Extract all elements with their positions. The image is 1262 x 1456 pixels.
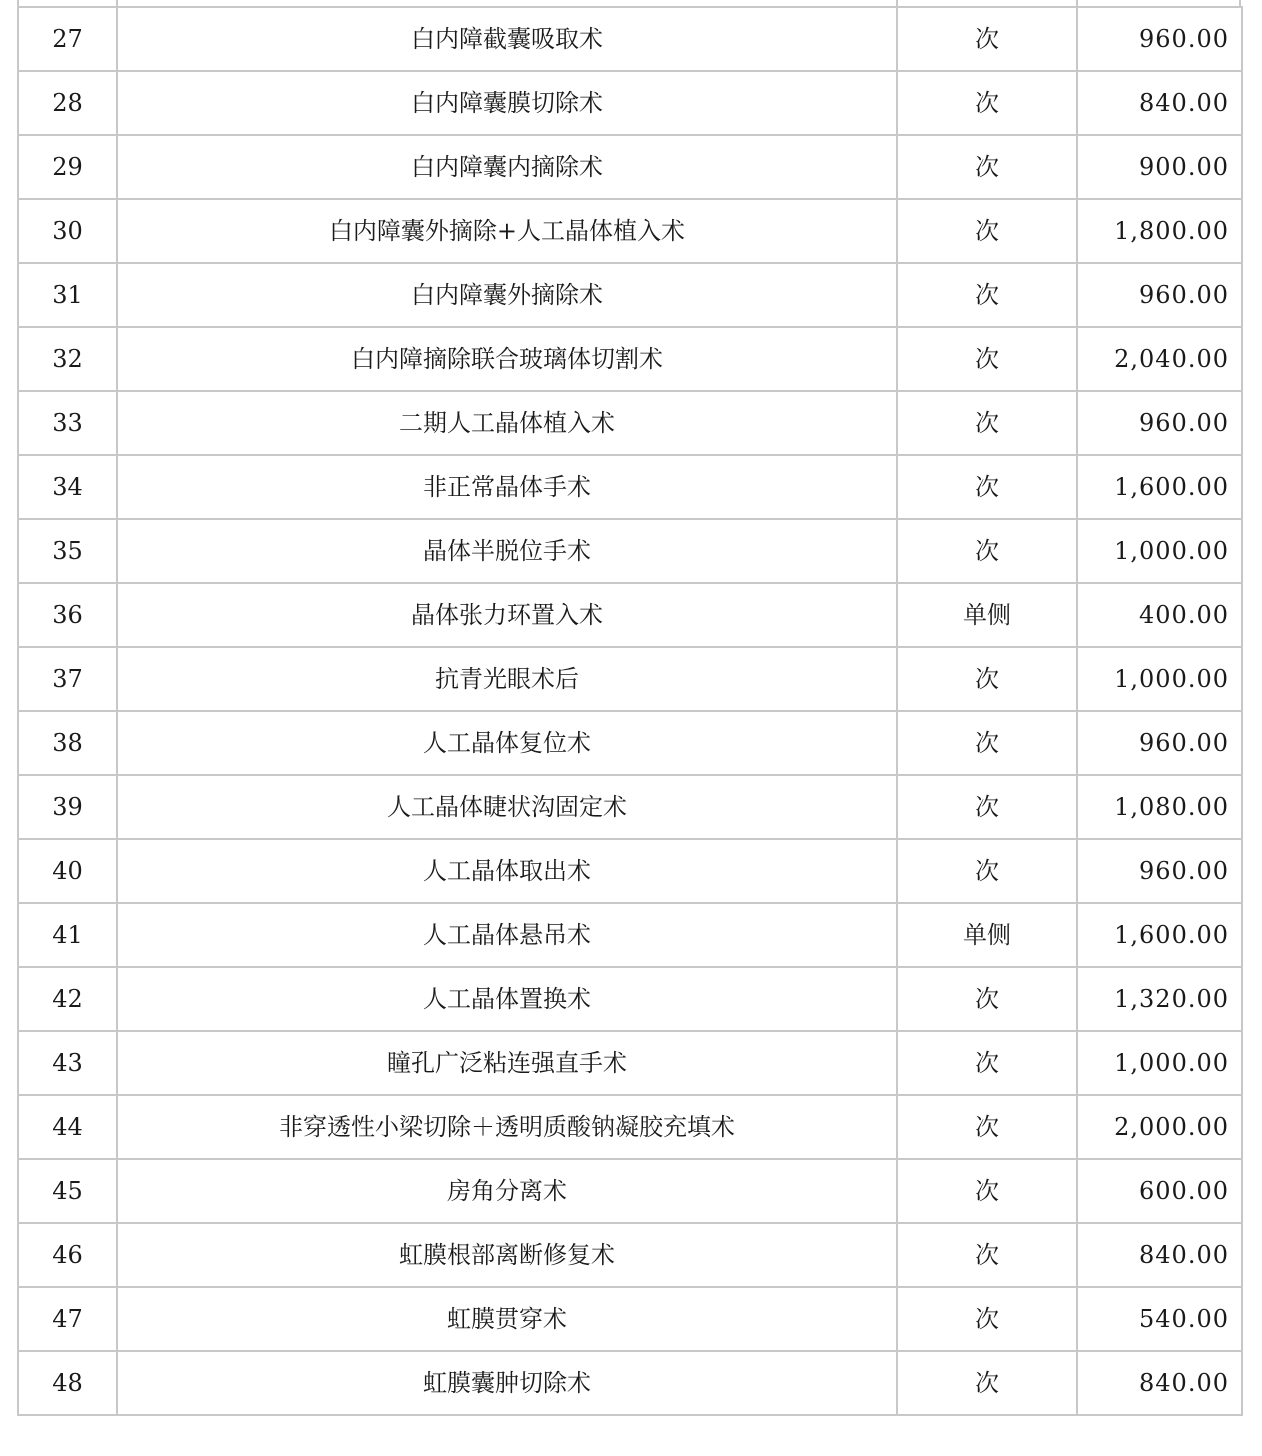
table-row: [18, 7, 1242, 71]
procedure-name: 人工晶体睫状沟固定术: [117, 775, 897, 839]
row-number: 44: [18, 1095, 117, 1159]
procedure-name: 瞳孔广泛粘连强直手术: [117, 1031, 897, 1095]
price: 1,600.00: [1077, 903, 1242, 967]
price: 840.00: [1077, 1351, 1242, 1415]
row-number: 37: [18, 647, 117, 711]
table-row: [18, 71, 1242, 135]
procedure-name: 白内障截囊吸取术: [117, 7, 897, 71]
price: 540.00: [1077, 1287, 1242, 1351]
unit: 次: [897, 1223, 1077, 1287]
procedure-name: 白内障摘除联合玻璃体切割术: [117, 327, 897, 391]
table-row: [18, 903, 1242, 967]
row-number: 39: [18, 775, 117, 839]
table-row: [18, 583, 1242, 647]
unit: 次: [897, 71, 1077, 135]
price: 1,000.00: [1077, 519, 1242, 583]
unit: 次: [897, 1351, 1077, 1415]
unit: 次: [897, 711, 1077, 775]
row-number: 29: [18, 135, 117, 199]
table-row: [18, 1159, 1242, 1223]
row-number: 41: [18, 903, 117, 967]
unit: 次: [897, 647, 1077, 711]
row-number: 28: [18, 71, 117, 135]
unit: 次: [897, 391, 1077, 455]
unit: 次: [897, 263, 1077, 327]
price: 840.00: [1077, 71, 1242, 135]
price-table-body: [18, 7, 1242, 1415]
table-row: [18, 327, 1242, 391]
row-number: 36: [18, 583, 117, 647]
row-number: 43: [18, 1031, 117, 1095]
price: 1,600.00: [1077, 455, 1242, 519]
unit: 次: [897, 199, 1077, 263]
price: 960.00: [1077, 391, 1242, 455]
procedure-name: 虹膜贯穿术: [117, 1287, 897, 1351]
price: 600.00: [1077, 1159, 1242, 1223]
row-number: 27: [18, 7, 117, 71]
price: 960.00: [1077, 839, 1242, 903]
table-row: [18, 1351, 1242, 1415]
row-number: 38: [18, 711, 117, 775]
table-row: [18, 1287, 1242, 1351]
price: 2,040.00: [1077, 327, 1242, 391]
price-table: [17, 6, 1243, 1416]
unit: 次: [897, 775, 1077, 839]
price: 1,000.00: [1077, 647, 1242, 711]
table-row: [18, 647, 1242, 711]
table-row: [18, 839, 1242, 903]
unit: 次: [897, 967, 1077, 1031]
procedure-name: 非穿透性小梁切除＋透明质酸钠凝胶充填术: [117, 1095, 897, 1159]
procedure-name: 房角分离术: [117, 1159, 897, 1223]
procedure-name: 人工晶体复位术: [117, 711, 897, 775]
unit: 次: [897, 7, 1077, 71]
procedure-name: 晶体半脱位手术: [117, 519, 897, 583]
table-row: [18, 455, 1242, 519]
unit: 次: [897, 1287, 1077, 1351]
procedure-name: 非正常晶体手术: [117, 455, 897, 519]
table-row: [18, 135, 1242, 199]
price: 960.00: [1077, 263, 1242, 327]
procedure-name: 人工晶体置换术: [117, 967, 897, 1031]
procedure-name: 虹膜囊肿切除术: [117, 1351, 897, 1415]
row-number: 35: [18, 519, 117, 583]
procedure-name: 白内障囊外摘除术: [117, 263, 897, 327]
table-row: [18, 1223, 1242, 1287]
row-number: 31: [18, 263, 117, 327]
unit: 次: [897, 839, 1077, 903]
row-number: 45: [18, 1159, 117, 1223]
unit: 次: [897, 327, 1077, 391]
procedure-name: 人工晶体悬吊术: [117, 903, 897, 967]
procedure-name: 抗青光眼术后: [117, 647, 897, 711]
unit: 单侧: [897, 903, 1077, 967]
row-number: 48: [18, 1351, 117, 1415]
row-number: 30: [18, 199, 117, 263]
price: 900.00: [1077, 135, 1242, 199]
price: 400.00: [1077, 583, 1242, 647]
procedure-name: 白内障囊膜切除术: [117, 71, 897, 135]
unit: 次: [897, 1095, 1077, 1159]
procedure-name: 人工晶体取出术: [117, 839, 897, 903]
price: 1,320.00: [1077, 967, 1242, 1031]
row-number: 47: [18, 1287, 117, 1351]
table-row: [18, 199, 1242, 263]
row-number: 46: [18, 1223, 117, 1287]
table-row: [18, 391, 1242, 455]
row-number: 32: [18, 327, 117, 391]
price: 840.00: [1077, 1223, 1242, 1287]
price: 1,000.00: [1077, 1031, 1242, 1095]
table-row: [18, 263, 1242, 327]
row-number: 33: [18, 391, 117, 455]
table-row: [18, 967, 1242, 1031]
table-row: [18, 519, 1242, 583]
table-row: [18, 775, 1242, 839]
unit: 次: [897, 519, 1077, 583]
price: 960.00: [1077, 7, 1242, 71]
procedure-name: 白内障囊外摘除+人工晶体植入术: [117, 199, 897, 263]
row-number: 40: [18, 839, 117, 903]
row-number: 34: [18, 455, 117, 519]
unit: 次: [897, 135, 1077, 199]
table-row: [18, 1031, 1242, 1095]
price: 2,000.00: [1077, 1095, 1242, 1159]
table-row: [18, 1095, 1242, 1159]
unit: 次: [897, 1159, 1077, 1223]
unit: 次: [897, 455, 1077, 519]
price: 1,800.00: [1077, 199, 1242, 263]
price: 960.00: [1077, 711, 1242, 775]
procedure-name: 二期人工晶体植入术: [117, 391, 897, 455]
procedure-name: 晶体张力环置入术: [117, 583, 897, 647]
procedure-name: 白内障囊内摘除术: [117, 135, 897, 199]
row-number: 42: [18, 967, 117, 1031]
unit: 单侧: [897, 583, 1077, 647]
price-table-container: [17, 6, 1241, 1416]
procedure-name: 虹膜根部离断修复术: [117, 1223, 897, 1287]
unit: 次: [897, 1031, 1077, 1095]
table-row: [18, 711, 1242, 775]
price: 1,080.00: [1077, 775, 1242, 839]
